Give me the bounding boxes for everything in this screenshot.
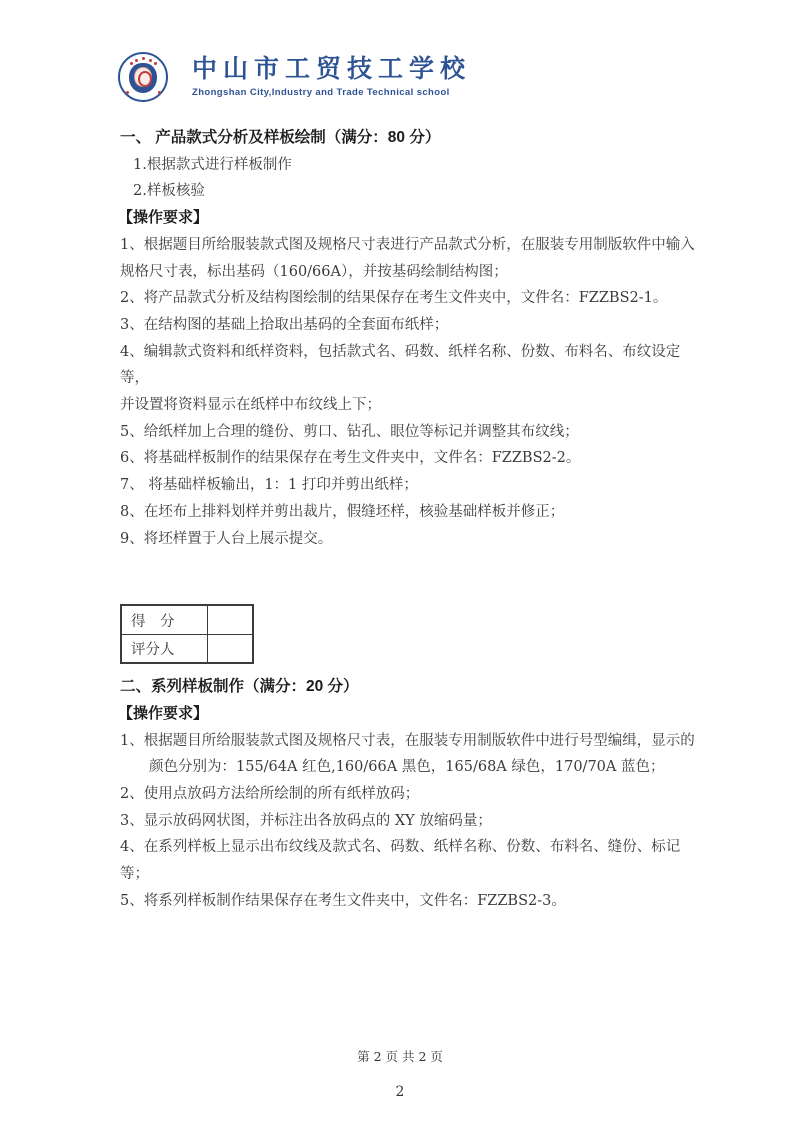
emblem-seal bbox=[134, 67, 152, 87]
school-header bbox=[118, 52, 471, 102]
text-line: 6、将基础样板制作的结果保存在考生文件夹中，文件名：FZZBS2-2。 bbox=[120, 450, 581, 467]
school-name-en: Zhongshan City,Industry and Trade Technical school bbox=[192, 87, 450, 98]
requirement-item bbox=[120, 445, 696, 472]
text-line: 2、使用点放码方法给所绘制的所有纸样放码； bbox=[120, 786, 420, 803]
requirement-item bbox=[120, 526, 696, 553]
text-line: 1.根据款式进行样板制作 bbox=[133, 156, 292, 173]
section2-requirements-label: 【操作要求】 bbox=[118, 704, 209, 722]
score-table bbox=[120, 604, 254, 664]
section2-heading: 二、系列样板制作（满分：20 分） bbox=[120, 678, 359, 696]
scorer-value-cell bbox=[207, 634, 253, 663]
text-line: 7、 将基础样板输出，1：1 打印并剪出纸样； bbox=[120, 477, 418, 494]
requirement-item bbox=[120, 339, 696, 419]
scorer-label: 评分人 bbox=[121, 634, 207, 663]
score-row bbox=[121, 605, 253, 634]
text-line: 1、根据题目所给服装款式图及规格尺寸表进行产品款式分析，在服装专用制版软件中输入 bbox=[120, 236, 695, 253]
school-logo-text bbox=[192, 52, 471, 98]
text-line: 颜色分别为：155/64A 红色,160/66A 黑色，165/68A 绿色，170/70A 蓝色； bbox=[149, 759, 665, 776]
school-emblem-icon bbox=[118, 52, 168, 102]
text-line: 8、在坯布上排料划样并剪出裁片，假缝坯样，核验基础样板并修正； bbox=[120, 503, 565, 520]
document-body bbox=[120, 125, 696, 915]
text-line: 3、在结构图的基础上拾取出基码的全套面布纸样； bbox=[120, 316, 449, 333]
section1-requirements-label: 【操作要求】 bbox=[118, 209, 209, 227]
footer-page-number: 2 bbox=[395, 1084, 405, 1100]
emblem-arc-text-dots bbox=[142, 57, 145, 60]
requirement-item bbox=[120, 888, 696, 915]
requirement-item bbox=[120, 834, 696, 887]
requirement-item bbox=[120, 285, 696, 312]
requirement-item bbox=[120, 808, 696, 835]
text-line: 3、显示放码网状图，并标注出各放码点的 XY 放缩码量； bbox=[120, 812, 492, 829]
text-line: 5、将系列样板制作结果保存在考生文件夹中，文件名：FZZBS2-3。 bbox=[120, 892, 566, 909]
requirement-item bbox=[120, 472, 696, 499]
scorer-row bbox=[121, 634, 253, 663]
requirement-item bbox=[120, 419, 696, 446]
requirement-item bbox=[120, 781, 696, 808]
section1-subitems bbox=[120, 152, 696, 205]
emblem-shield bbox=[129, 63, 157, 93]
text-line: 9、将坯样置于人台上展示提交。 bbox=[120, 530, 333, 547]
score-label: 得 分 bbox=[121, 605, 207, 634]
text-line: 4、编辑款式资料和纸样资料，包括款式名、码数、纸样名称、份数、布料名、布纹设定等， bbox=[120, 343, 681, 387]
text-line: 并设置将资料显示在纸样中布纹线上下； bbox=[120, 397, 381, 414]
text-line: 2.样板核验 bbox=[133, 183, 205, 200]
text-line: 规格尺寸表，标出基码（160/66A），并按基码绘制结构图； bbox=[120, 263, 508, 280]
requirement-item bbox=[120, 232, 696, 285]
section2-requirement-list bbox=[120, 728, 696, 915]
text-line: 1、根据题目所给服装款式图及规格尺寸表，在服装专用制版软件中进行号型编缉，显示的 bbox=[120, 732, 695, 749]
school-name-zh: 中山市工贸技工学校 bbox=[192, 54, 472, 83]
score-value-cell bbox=[207, 605, 253, 634]
footer-page-info: 第 2 页 共 2 页 bbox=[357, 1049, 443, 1064]
task-subitem bbox=[120, 178, 696, 205]
text-line: 5、给纸样加上合理的缝份、剪口、钻孔、眼位等标记并调整其布纹线； bbox=[120, 423, 579, 440]
task-subitem bbox=[120, 152, 696, 179]
section1-heading: 一、 产品款式分析及样板绘制（满分：80 分） bbox=[120, 129, 441, 146]
requirement-item bbox=[120, 728, 696, 781]
requirement-item bbox=[120, 499, 696, 526]
text-line: 4、在系列样板上显示出布纹线及款式名、码数、纸样名称、份数、布料名、缝份、标记等； bbox=[120, 839, 681, 883]
section1-requirement-list bbox=[120, 232, 696, 552]
text-line: 2、将产品款式分析及结构图绘制的结果保存在考生文件夹中，文件名：FZZBS2-1。 bbox=[120, 290, 668, 307]
requirement-item bbox=[120, 312, 696, 339]
